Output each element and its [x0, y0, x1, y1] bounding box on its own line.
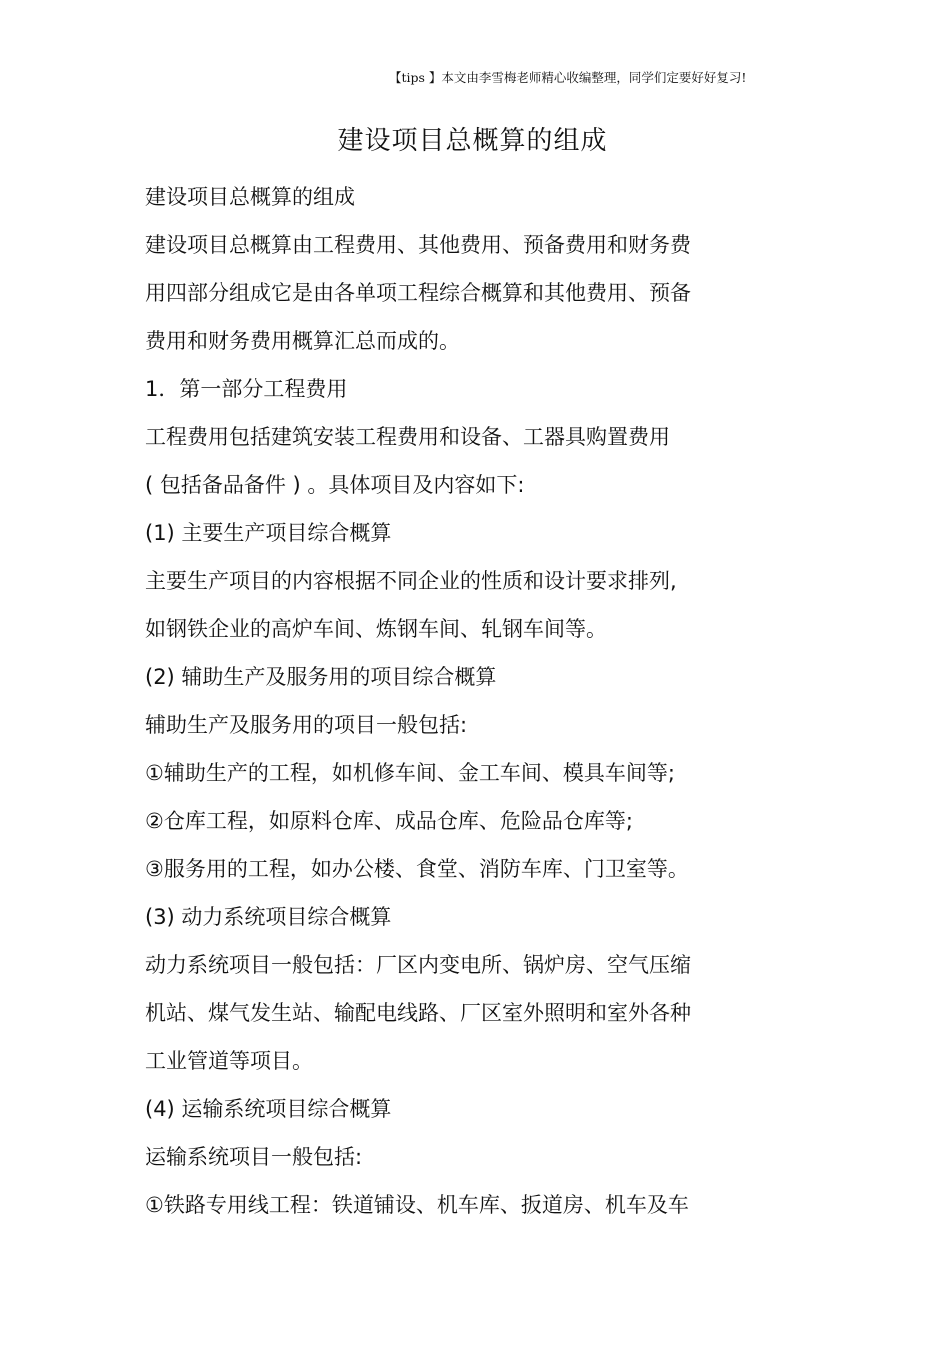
subsection-heading: (3) 动力系统项目综合概算: [145, 905, 392, 929]
paragraph-line: 用四部分组成它是由各单项工程综合概算和其他费用、预备: [145, 281, 691, 305]
document-body: [145, 178, 765, 1234]
document-title: 建设项目总概算的组成: [337, 126, 608, 156]
paragraph-line: 动力系统项目一般包括：厂区内变电所、锅炉房、空气压缩: [145, 953, 691, 977]
list-item: ②仓库工程，如原料仓库、成品仓库、危险品仓库等;: [145, 809, 633, 833]
list-item: ①辅助生产的工程，如机修车间、金工车间、模具车间等;: [145, 761, 675, 785]
paragraph-line: 运输系统项目一般包括:: [145, 1145, 363, 1169]
list-item: ①铁路专用线工程：铁道铺设、机车库、扳道房、机车及车: [145, 1193, 689, 1217]
paragraph-line: 主要生产项目的内容根据不同企业的性质和设计要求排列,: [145, 569, 677, 593]
paragraph-line: 工程费用包括建筑安装工程费用和设备、工器具购置费用: [145, 425, 670, 449]
section-heading: 1．第一部分工程费用: [145, 377, 348, 401]
subsection-heading: (1) 主要生产项目综合概算: [145, 521, 392, 545]
subsection-heading: (2) 辅助生产及服务用的项目综合概算: [145, 665, 497, 689]
paragraph-line: 费用和财务费用概算汇总而成的。: [145, 329, 460, 353]
paragraph-line: ( 包括备品备件 ) 。具体项目及内容如下:: [145, 473, 525, 497]
list-item: ③服务用的工程，如办公楼、食堂、消防车库、门卫室等。: [145, 857, 689, 881]
tips-header: 【tips 】本文由李雪梅老师精心收编整理，同学们定要好好复习!: [389, 70, 747, 85]
paragraph-line: 建设项目总概算的组成: [145, 185, 355, 209]
paragraph-line: 机站、煤气发生站、输配电线路、厂区室外照明和室外各种: [145, 1001, 691, 1025]
paragraph-line: 建设项目总概算由工程费用、其他费用、预备费用和财务费: [145, 233, 691, 257]
paragraph-line: 如钢铁企业的高炉车间、炼钢车间、轧钢车间等。: [145, 617, 607, 641]
paragraph-line: 工业管道等项目。: [145, 1049, 313, 1073]
subsection-heading: (4) 运输系统项目综合概算: [145, 1097, 392, 1121]
paragraph-line: 辅助生产及服务用的项目一般包括:: [145, 713, 468, 737]
